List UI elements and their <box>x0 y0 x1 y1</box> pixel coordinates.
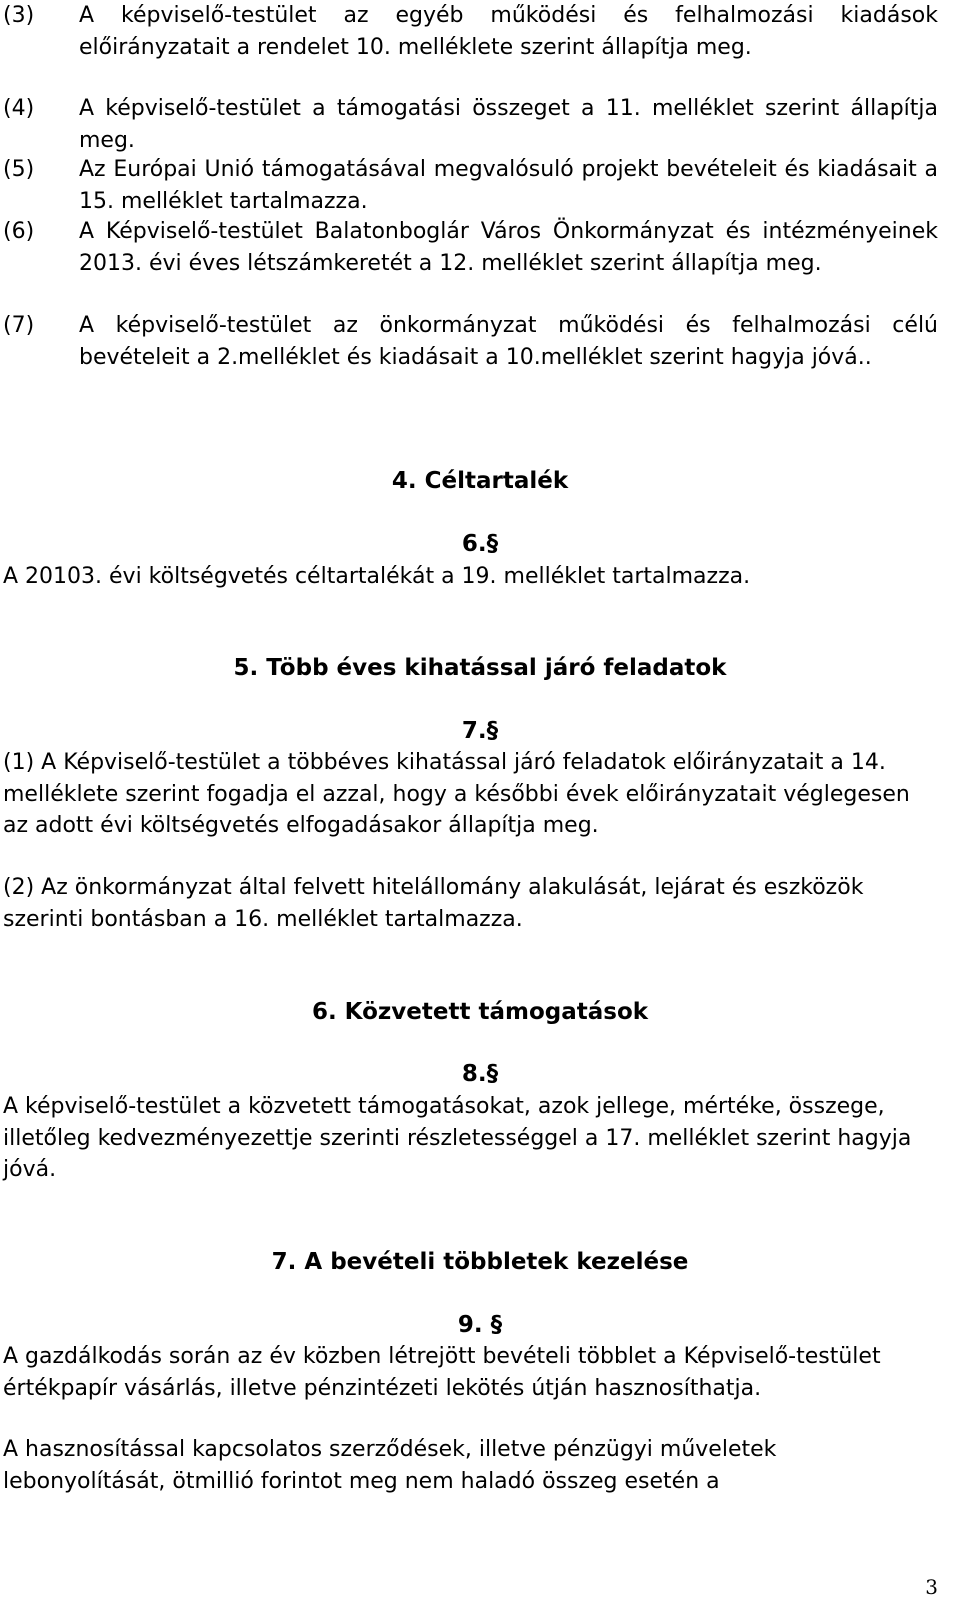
paragraph-number-6: 6.§ <box>461 531 499 557</box>
section4-text: A 20103. évi költségvetés céltartalékát a 19. melléklet tartalmazza. <box>3 564 751 589</box>
section-heading-kozvetett: 6. Közvetett támogatások <box>311 999 649 1025</box>
item-number: (6) <box>3 219 35 244</box>
item-number: (5) <box>3 157 35 182</box>
item-number: (7) <box>3 313 35 338</box>
paragraph-number-9: 9. § <box>457 1312 503 1338</box>
section7-text-2: A hasznosítással kapcsolatos szerződések, illetve pénzügyi műveletek lebonyolítását, ötmillió forintot meg nem haladó összeg esetén a <box>3 1437 777 1494</box>
section5-text-2: (2) Az önkormányzat által felvett hitelállomány alakulását, lejárat és eszközök szerinti bontásban a 16. melléklet tartalmazza. <box>3 875 864 932</box>
item-text: A képviselő-testület az egyéb működési és felhalmozási kiadások előirányzatait a rendelet 10. melléklete szerint állapítja meg. <box>79 3 938 61</box>
paragraph-item-4 <box>3 93 938 158</box>
paragraph-item-7 <box>3 310 938 375</box>
item-number: (4) <box>3 96 35 121</box>
paragraph-item-5 <box>3 154 938 219</box>
paragraph-number-7: 7.§ <box>461 718 499 744</box>
item-text: A képviselő-testület a támogatási összeget a 11. melléklet szerint állapítja meg. <box>79 96 938 154</box>
paragraph-item-6 <box>3 216 938 281</box>
section-heading-tobb-eves: 5. Több éves kihatással járó feladatok <box>233 655 727 681</box>
item-text: A képviselő-testület az önkormányzat működési és felhalmozási célú bevételeit a 2.melléklet és kiadásait a 10.melléklet szerint hagyja jóvá.. <box>79 313 938 371</box>
item-text: A Képviselő-testület Balatonboglár Város Önkormányzat és intézményeinek 2013. évi éves létszámkeretét a 12. melléklet szerint állapítja meg. <box>79 219 938 277</box>
section7-text-1: A gazdálkodás során az év közben létrejött bevételi többlet a Képviselő-testület értékpapír vásárlás, illetve pénzintézeti lekötés útján hasznosíthatja. <box>3 1344 881 1401</box>
item-number: (3) <box>3 3 35 28</box>
page-number: 3 <box>925 1575 938 1599</box>
section6-text: A képviselő-testület a közvetett támogatásokat, azok jellege, mértéke, összege, illetőleg kedvezményezettje szerinti részletességgel a 17. melléklet szerint hagyja jóvá. <box>3 1094 912 1182</box>
item-text: Az Európai Unió támogatásával megvalósuló projekt bevételeit és kiadásait a 15. melléklet tartalmazza. <box>79 157 938 215</box>
section5-text-1: (1) A Képviselő-testület a többéves kihatással járó feladatok előirányzatait a 14. melléklete szerint fogadja el azzal, hogy a későbbi évek előirányzatait véglegesen az adott évi költségvetés elfogadásakor állapítja meg. <box>3 750 910 838</box>
section-heading-celtartalek: 4. Céltartalék <box>391 468 569 494</box>
paragraph-number-8: 8.§ <box>461 1061 499 1087</box>
paragraph-item-3 <box>3 0 938 65</box>
section-heading-bevételi: 7. A bevételi többletek kezelése <box>271 1249 689 1275</box>
